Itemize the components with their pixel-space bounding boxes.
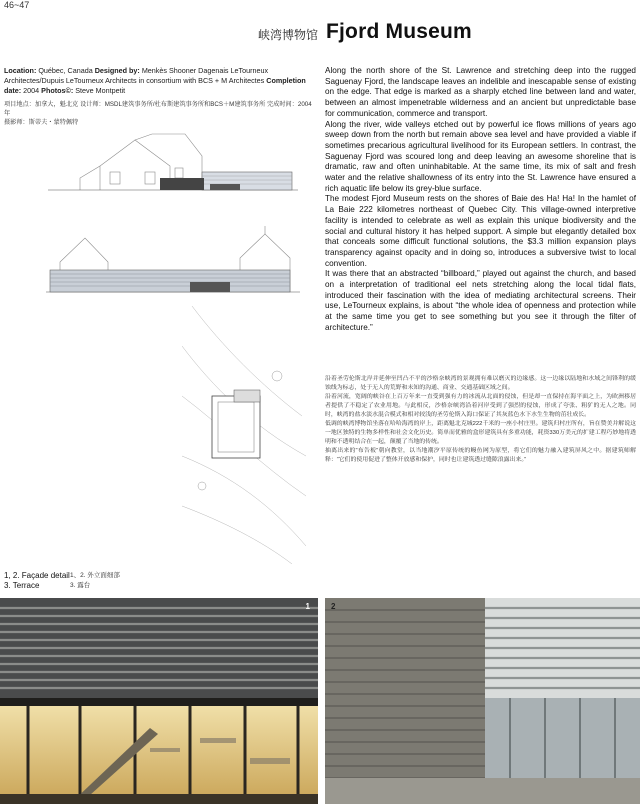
photos-value: Steve Montpetit [73, 86, 126, 95]
completion-value: 2004 [21, 86, 42, 95]
paragraph-cn-4: 抽离出来的“布告板”朝向教堂，以当地潮汐平原传统的鳗鱼网为原型，将它们的魅力融入建筑屏风之中。据建筑师解释：“它们的使用促进了整体开放感和保护，同时也让建筑透过缝隙浪露出来。” [325, 448, 636, 464]
paragraph-en-1: Along the north shore of the St. Lawrence and stretching deep into the rugged Saguenay Fjord, the landscape leaves an indelible and inescapable sense of existing on the edge. That edge is marked as a sharply etched line between land and water, between an almost impenetrable wilderness and an ancient but unpredictable base for communication, commerce and transport. [325, 66, 636, 118]
paragraph-en-3: The modest Fjord Museum rests on the shores of Baie des Ha! Ha! In the hamlet of La Baie 222 kilometres northeast of Quebec City. This village-owned interpretive facility is intended to celebrate as well as explain this unique biodiversity and the social and cultural history it has helped support. A simple but elegantly detailed box that conceals some difficult functional solutions, the $3.3 million expansion plays transparency against opacity and in doing so, introduces a subversive twist to local convention. [325, 194, 636, 268]
site-plan [182, 306, 306, 564]
photo-facade-dusk [0, 598, 318, 804]
credits-cn-line2: 摄影师：斯蒂夫・蒙特佩特 [4, 119, 79, 126]
caption-en-2: 3. Terrace [4, 581, 40, 590]
credits-cn-line1: 项目地点：加拿大，魁北克 设计师：MSDL建筑事务所/杜布斯建筑事务所和BCS＋M建筑事务所 完成时间：2004年 [4, 101, 312, 117]
title-english: Fjord Museum [326, 20, 472, 43]
article-body-english [325, 66, 636, 334]
photo-captions-english [4, 571, 70, 591]
project-credits-chinese [4, 100, 316, 127]
paragraph-cn-1: 沿着圣劳伦斯北岸并延伸至凹凸不平的沙格奈峡湾的景观拥有难以磨灭的边缘感。这一边缘以陆地和水域之间锋利的缓蚀线为标志，处于无人的荒野和未知的沟通、商业、交通基础区域之间。 [325, 376, 636, 392]
photo-facade-detail-image [325, 598, 640, 804]
elevation-drawing-2 [40, 224, 305, 300]
location-value: Québec, Canada [36, 66, 95, 75]
completion-label: Completion date: [4, 76, 306, 95]
caption-en-1: 1, 2. Façade detail [4, 571, 70, 580]
title-chinese: 峡湾博物馆 [258, 28, 319, 42]
location-label: Location: [4, 66, 37, 75]
photo-number-2: 2 [331, 602, 336, 611]
page-number: 46~47 [4, 0, 30, 10]
caption-cn-2: 3. 露台 [70, 582, 91, 589]
elevation-drawing-1 [40, 128, 305, 200]
paragraph-en-2: Along the river, wide valleys etched out by powerful ice flows millions of years ago sweep down from the north but remain above sea level and have provided a viable if sometimes precarious agricultural livelihood for its European settlers. In contrast, the Saguenay Fjord was scoured long and deep leaving an awesome shoreline that is dramatic, raw and often uninhabitable. At the same time, its mix of salt and fresh water and the relative shallowness of its entry into the St. Lawrence have ensured a rich aquatic life below its grey-blue surface. [325, 119, 636, 193]
photo-captions-chinese [70, 571, 120, 591]
caption-cn-1: 1、2. 外立面细部 [70, 572, 120, 579]
article-body-chinese [325, 375, 636, 465]
designed-label: Designed by: [94, 66, 140, 75]
paragraph-cn-2: 沿着河流，宽阔的峡谷在上百万年来一直受到强有力的冰流从北面的侵蚀，但是却一直保持在海平面之上，为欧洲移居者提供了不稳定了农业用地。与此相反，沙格奈峡湾沿着河岸受到了强烈的侵蚀，形成了夸张、粗犷的无人之地。同时，峡湾的盐水淡水混合模式和相对较浅的圣劳伦斯入海口保证了其灰蓝色水下水生生物的茁壮成长。 [325, 394, 636, 419]
photo-facade-dusk-image [0, 598, 318, 804]
designed-value: Menkès Shooner Dagenais LeTourneux Architectes/Dupuis LeTourneux Architects in consortium with BCS + M Architectes [4, 66, 269, 85]
paragraph-en-4: It was there that an abstracted “billboard,” played out against the church, and based on a interpretation of traditional eel nets stretching along the local tidal flats, introduced their fascination with the idea of mediating architectural screens. Their use, LeTourneux explains, is about “the whole idea of openness and protection while at the same time you get to see something but you see it through the filter of architecture.” [325, 269, 636, 332]
photo-facade-detail [325, 598, 640, 804]
photos-label: Photos©: [41, 86, 74, 95]
photo-number-1: 1 [305, 602, 310, 611]
project-credits [4, 66, 316, 96]
paragraph-cn-3: 低调的峡湾博物馆坐落在哈哈海湾的岸上，距离魁北克城222千米的一座小村庄里。建筑归村庄所有，旨在赞美并解说这一地区独特的生物多样性和社会文化历史。简单而优雅的盒形建筑具有多重功能，耗资330万美元的扩建工程巧妙地将透明和不透明结合在一起，颠覆了当地的传统。 [325, 421, 636, 446]
